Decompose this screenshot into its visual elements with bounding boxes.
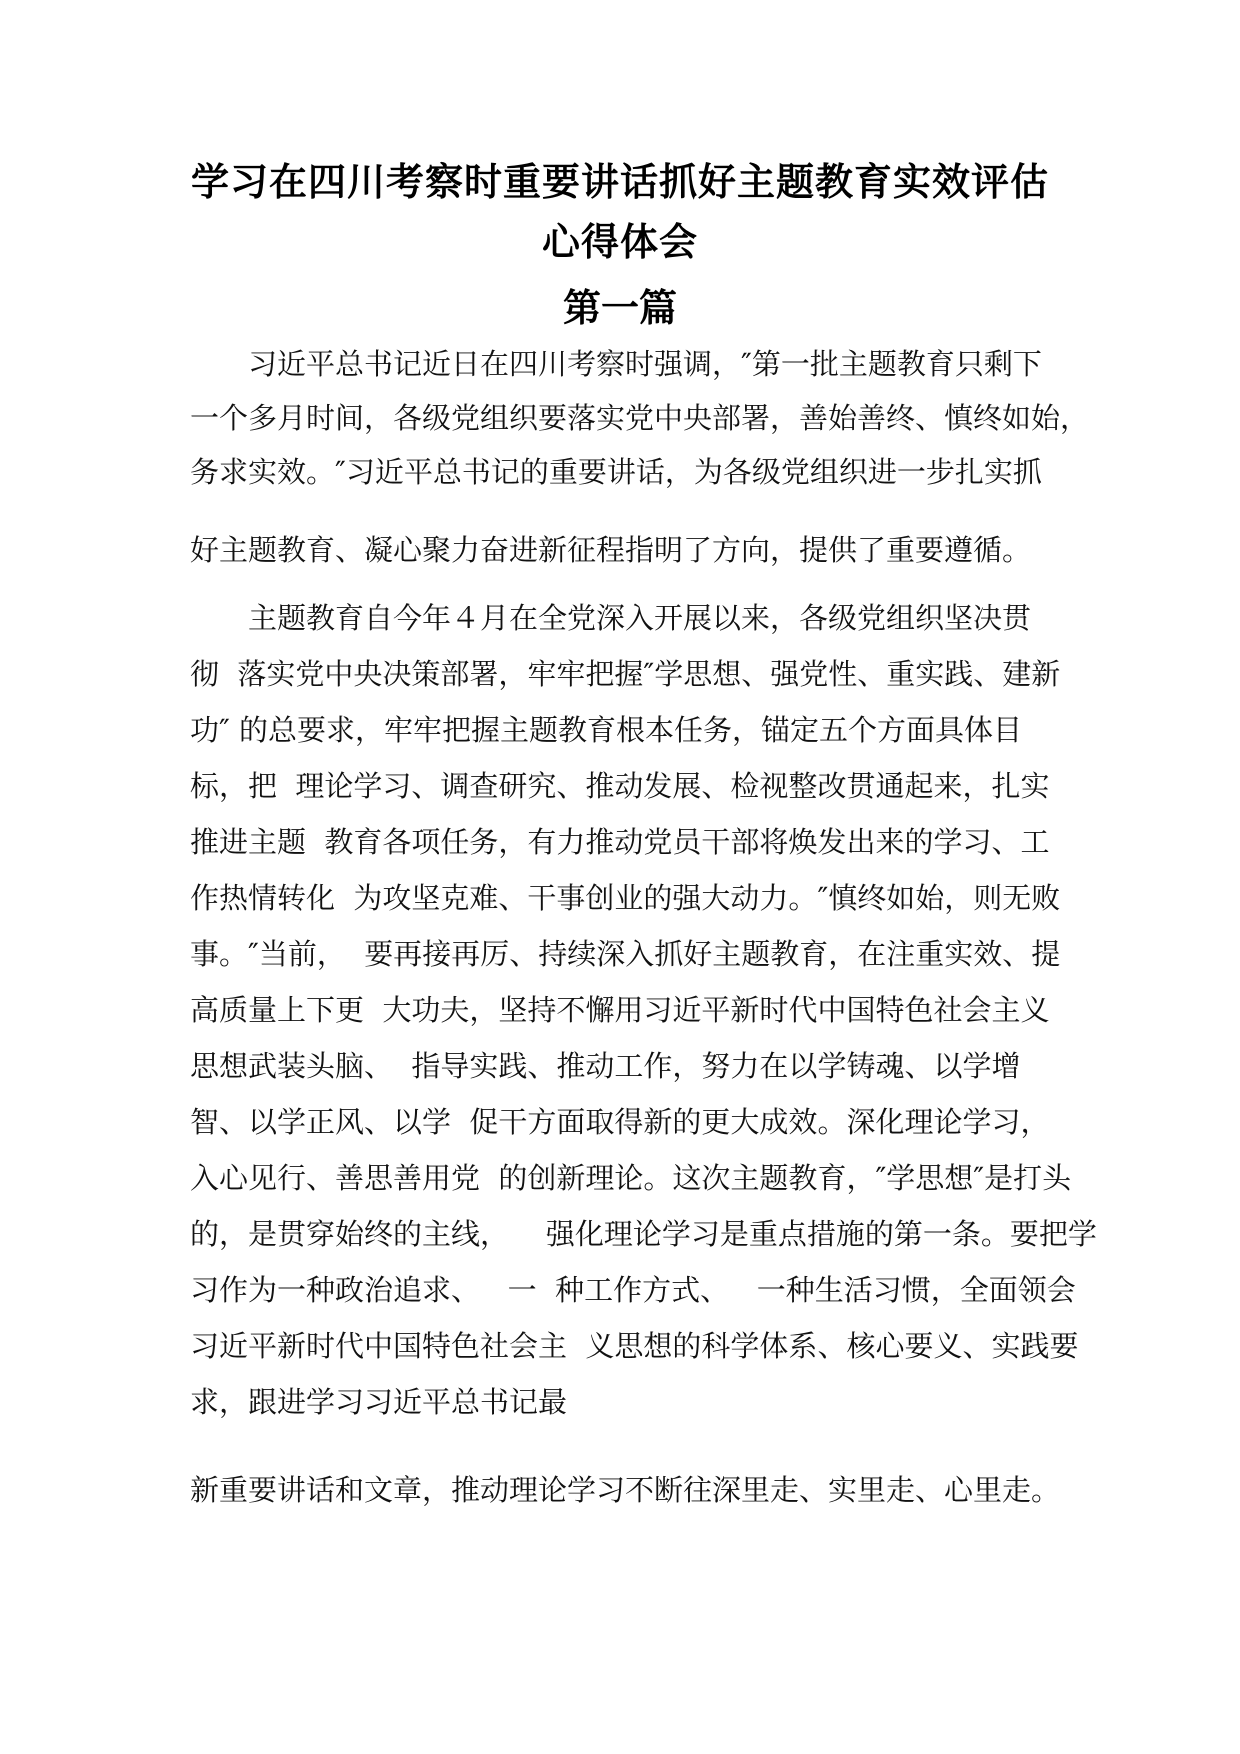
body-line: 好主题教育、凝心聚力奋进新征程指明了方向，提供了重要遵循。 (190, 533, 1032, 567)
body-line: 高质量上下更 大功夫，坚持不懈用习近平新时代中国特色社会主义 (190, 993, 1050, 1027)
body-line: 彻 落实党中央决策部署，牢牢把握″学思想、强党性、重实践、建新 (190, 657, 1061, 691)
document-title-line-1: 学习在四川考察时重要讲话抓好主题教育实效评估 (190, 160, 1049, 204)
body-line: 主题教育自今年４月在全党深入开展以来，各级党组织坚决贯 (190, 601, 1032, 635)
body-line: 推进主题 教育各项任务，有力推动党员干部将焕发出来的学习、工 (190, 825, 1050, 859)
section-heading: 第一篇 (562, 286, 677, 330)
body-line: 习近平总书记近日在四川考察时强调，″第一批主题教育只剩下 (190, 347, 1042, 381)
body-line: 思想武装头脑、 指导实践、推动工作，努力在以学铸魂、以学增 (190, 1049, 1021, 1083)
title-block (150, 152, 1090, 338)
body-line: 事。″当前， 要再接再厉、持续深入抓好主题教育，在注重实效、提 (190, 937, 1061, 971)
body-line: 求，跟进学习习近平总书记最 (190, 1385, 568, 1419)
body-line: 的，是贯穿始终的主线， 强化理论学习是重点措施的第一条。要把学 (190, 1217, 1097, 1251)
body-line: 标，把 理论学习、调查研究、推动发展、检视整改贯通起来，扎实 (190, 769, 1050, 803)
body-line: 入心见行、善思善用党 的创新理论。这次主题教育，″学思想″是打头 (190, 1161, 1072, 1195)
body-line: 智、以学正风、以学 促干方面取得新的更大成效。深化理论学习， (190, 1105, 1050, 1139)
body-line: 一个多月时间，各级党组织要落实党中央部署，善始善终、慎终如始， (190, 401, 1090, 435)
body-line: 习近平新时代中国特色社会主 义思想的科学体系、核心要义、实践要 (190, 1329, 1079, 1363)
body-line: 作热情转化 为攻坚克难、干事创业的强大动力。″慎终如始，则无败 (190, 881, 1061, 915)
body-line: 习作为一种政治追求、 一 种工作方式、 一种生活习惯，全面领会 (190, 1273, 1076, 1307)
document-title-line-2: 心得体会 (541, 220, 698, 264)
body-line: 务求实效。″习近平总书记的重要讲话，为各级党组织进一步扎实抓 (190, 455, 1042, 489)
body-line: 功″ 的总要求，牢牢把握主题教育根本任务，锚定五个方面具体目 (190, 713, 1023, 747)
body-line: 新重要讲话和文章，推动理论学习不断往深里走、实里走、心里走。 (190, 1473, 1061, 1507)
